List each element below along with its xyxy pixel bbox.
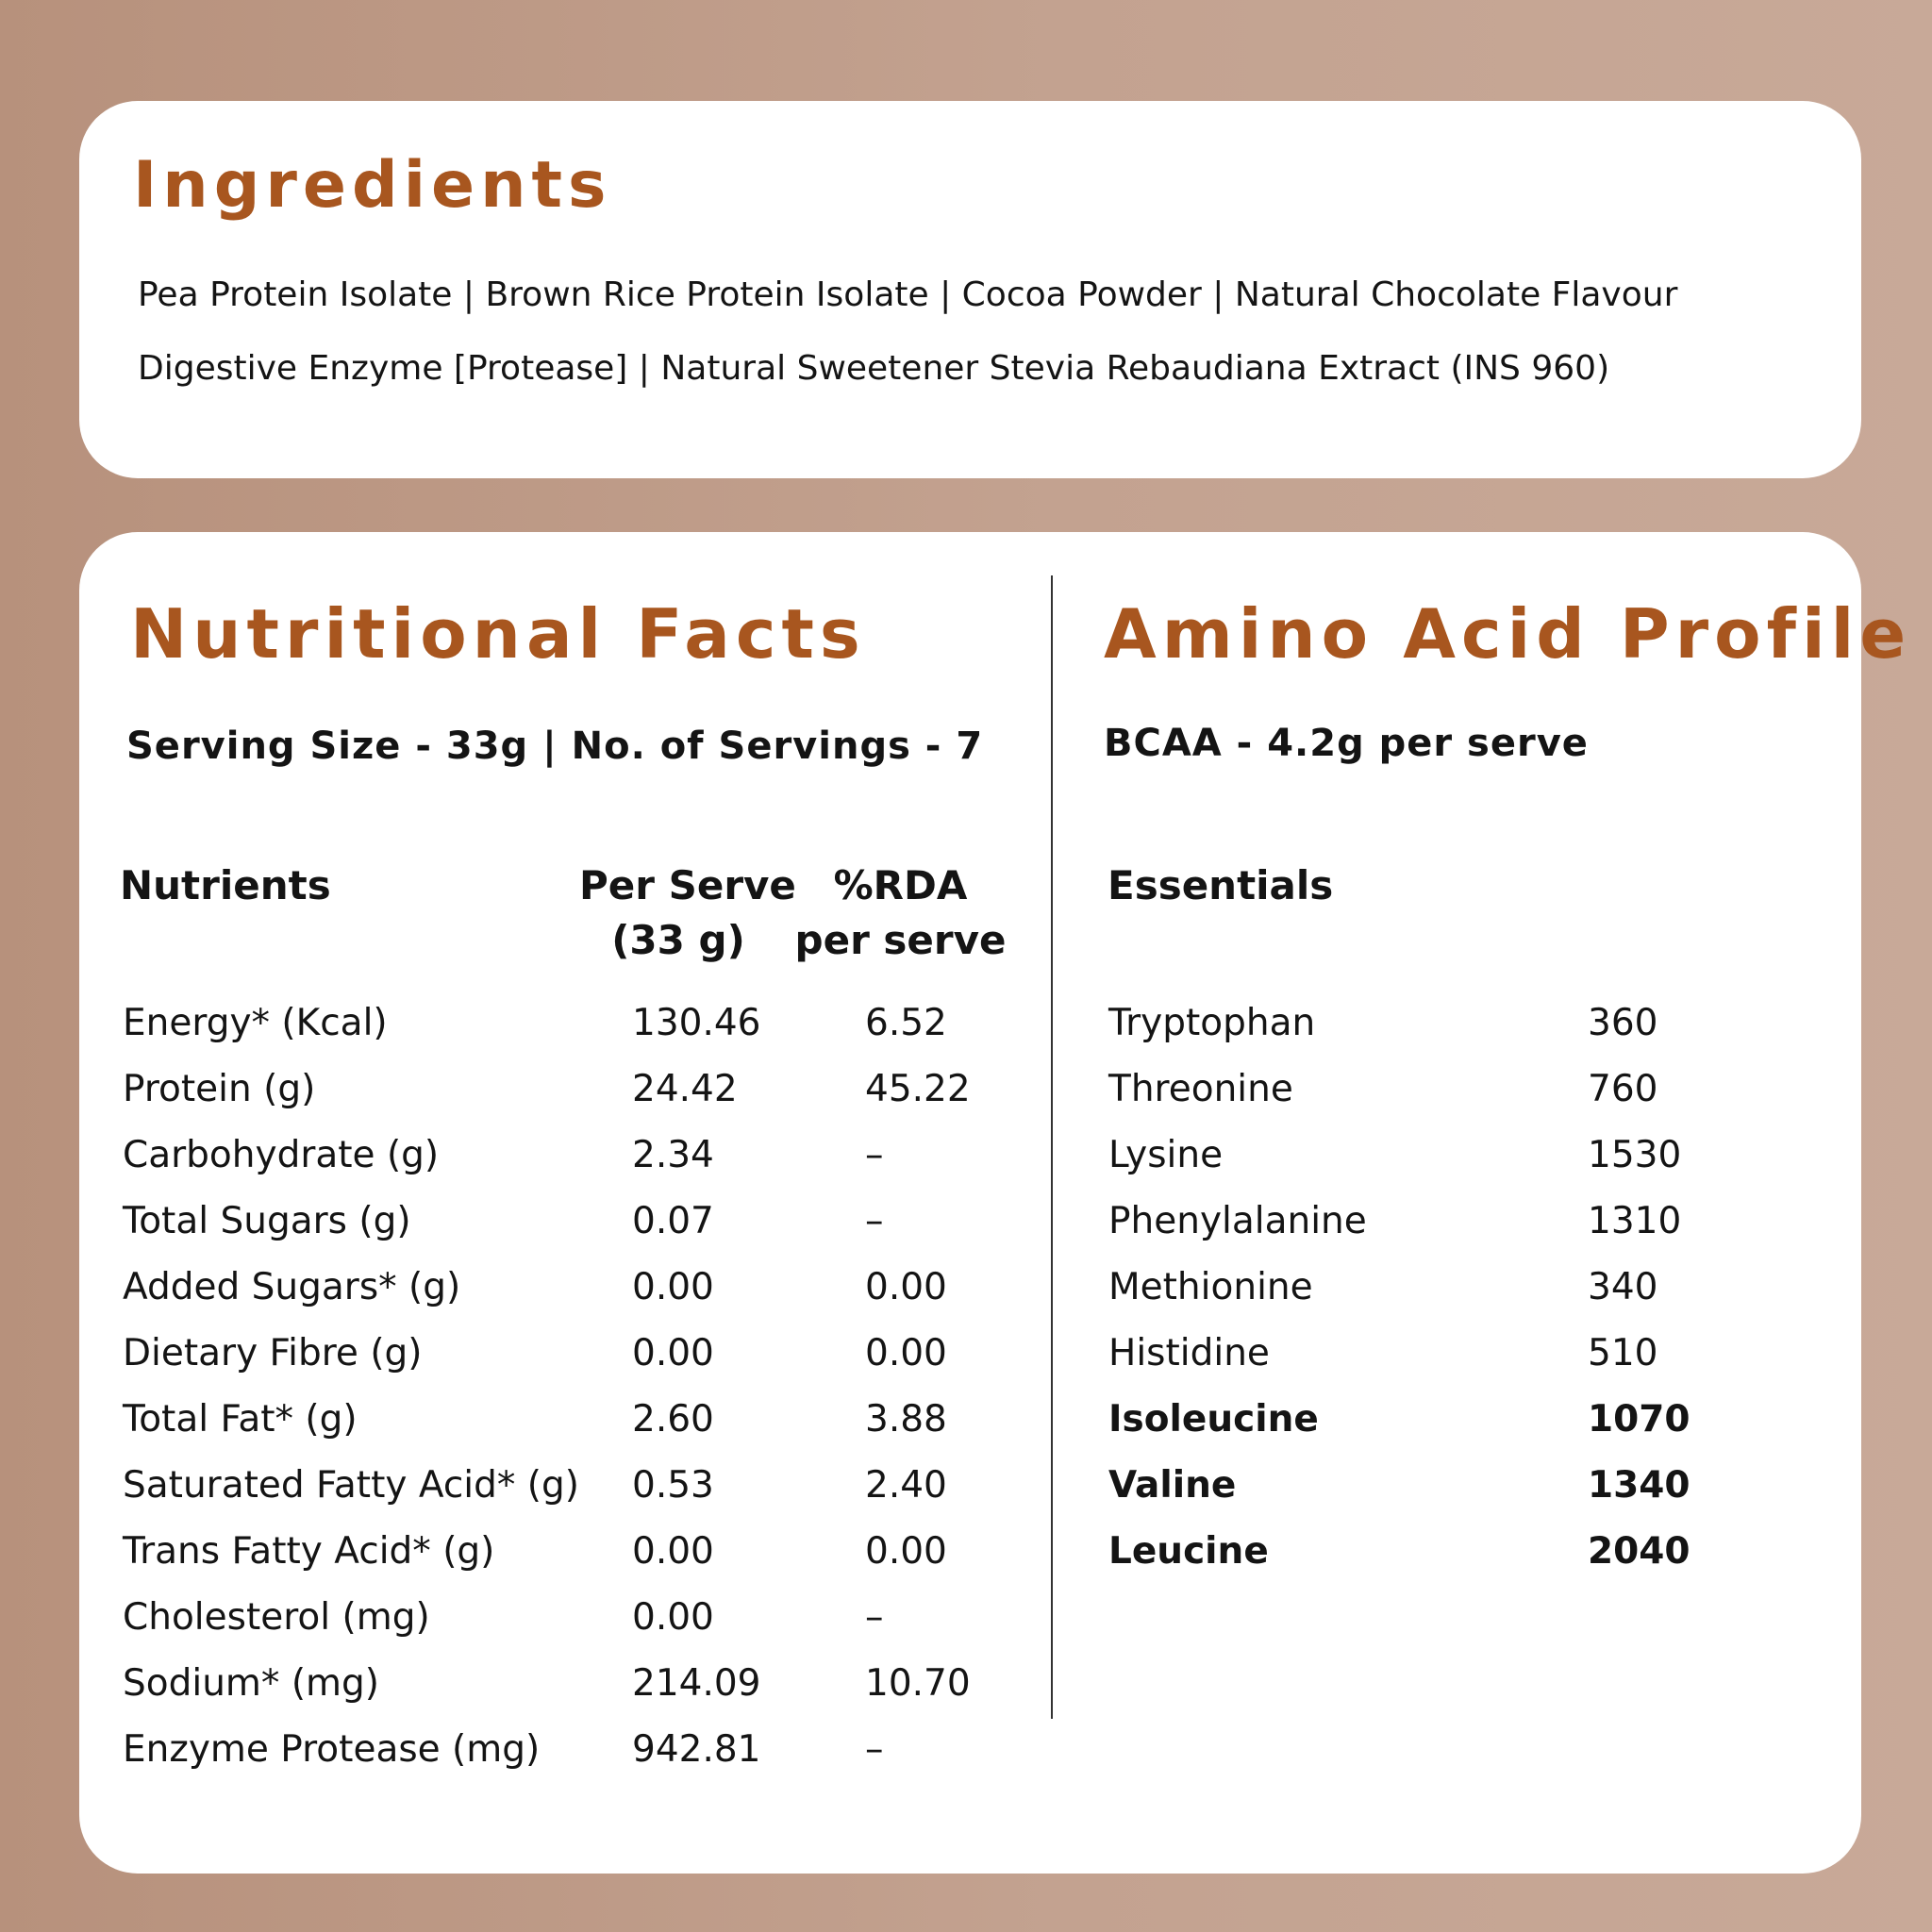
rda-value: – bbox=[865, 1728, 884, 1771]
per-serve-value: 0.00 bbox=[632, 1530, 714, 1573]
serving-size-line: Serving Size - 33g | No. of Servings - 7 bbox=[126, 724, 984, 768]
amino-acid-name: Lysine bbox=[1108, 1134, 1224, 1176]
per-serve-header-line-1: Per Serve bbox=[579, 862, 796, 908]
essentials-column-header: Essentials bbox=[1108, 862, 1334, 908]
amino-acid-name: Methionine bbox=[1108, 1266, 1313, 1308]
nutrient-name: Total Sugars (g) bbox=[123, 1200, 411, 1242]
rda-value: 0.00 bbox=[865, 1530, 947, 1573]
amino-acid-value: 760 bbox=[1588, 1068, 1658, 1110]
ingredients-card bbox=[79, 101, 1861, 478]
amino-acid-value: 340 bbox=[1588, 1266, 1658, 1308]
nutrient-name: Added Sugars* (g) bbox=[123, 1266, 461, 1308]
amino-acid-row bbox=[79, 1530, 1853, 1596]
nutrient-row bbox=[79, 1728, 1041, 1794]
per-serve-column-header bbox=[579, 858, 796, 968]
nutrient-name: Saturated Fatty Acid* (g) bbox=[123, 1464, 579, 1507]
amino-acid-name: Histidine bbox=[1108, 1332, 1270, 1374]
per-serve-value: 214.09 bbox=[632, 1662, 761, 1705]
amino-acid-value: 1340 bbox=[1588, 1464, 1690, 1507]
amino-acid-value: 360 bbox=[1588, 1002, 1658, 1044]
amino-acid-value: 1530 bbox=[1588, 1134, 1682, 1176]
per-serve-value: 2.34 bbox=[632, 1134, 714, 1176]
per-serve-value: 2.60 bbox=[632, 1398, 714, 1441]
per-serve-value: 942.81 bbox=[632, 1728, 761, 1771]
amino-acid-name: Isoleucine bbox=[1108, 1398, 1319, 1441]
amino-acid-name: Phenylalanine bbox=[1108, 1200, 1367, 1242]
rda-value: 0.00 bbox=[865, 1332, 947, 1374]
ingredients-line-2: Digestive Enzyme [Protease] | Natural Sweetener Stevia Rebaudiana Extract (INS 960) bbox=[138, 349, 1610, 388]
facts-card bbox=[79, 532, 1912, 1874]
per-serve-value: 0.53 bbox=[632, 1464, 714, 1507]
rda-value: 6.52 bbox=[865, 1002, 947, 1044]
nutrient-row bbox=[79, 1662, 1041, 1728]
per-serve-value: 0.00 bbox=[632, 1596, 714, 1639]
nutrient-name: Carbohydrate (g) bbox=[123, 1134, 440, 1176]
rda-value: 3.88 bbox=[865, 1398, 947, 1441]
rda-value: 0.00 bbox=[865, 1266, 947, 1308]
amino-acid-row bbox=[79, 1398, 1853, 1464]
nutrient-name: Energy* (Kcal) bbox=[123, 1002, 388, 1044]
rda-value: 2.40 bbox=[865, 1464, 947, 1507]
rda-header-line-2: per serve bbox=[794, 917, 1007, 963]
amino-acid-value: 1070 bbox=[1588, 1398, 1690, 1441]
rda-column-header bbox=[794, 858, 1007, 968]
rda-value: – bbox=[865, 1200, 884, 1242]
nutritional-facts-title: Nutritional Facts bbox=[130, 594, 866, 674]
rda-value: – bbox=[865, 1596, 884, 1639]
nutrient-name: Cholesterol (mg) bbox=[123, 1596, 430, 1639]
nutrient-name: Sodium* (mg) bbox=[123, 1662, 379, 1705]
ingredients-line-1: Pea Protein Isolate | Brown Rice Protein Isolate | Cocoa Powder | Natural Chocolate Flavour bbox=[138, 275, 1678, 314]
amino-acid-row bbox=[79, 1332, 1853, 1398]
per-serve-header-line-2: (33 g) bbox=[611, 917, 745, 963]
amino-acid-name: Threonine bbox=[1108, 1068, 1293, 1110]
nutrient-name: Protein (g) bbox=[123, 1068, 316, 1110]
nutrient-name: Trans Fatty Acid* (g) bbox=[123, 1530, 495, 1573]
amino-acid-value: 510 bbox=[1588, 1332, 1658, 1374]
amino-acid-row bbox=[79, 1464, 1853, 1530]
rda-value: 45.22 bbox=[865, 1068, 971, 1110]
bcaa-line: BCAA - 4.2g per serve bbox=[1104, 722, 1589, 765]
nutrient-name: Enzyme Protease (mg) bbox=[123, 1728, 541, 1771]
rda-value: 10.70 bbox=[865, 1662, 971, 1705]
rda-value: – bbox=[865, 1134, 884, 1176]
nutrient-name: Dietary Fibre (g) bbox=[123, 1332, 423, 1374]
amino-acid-row bbox=[79, 1266, 1853, 1332]
nutrient-row bbox=[79, 1596, 1041, 1662]
amino-acid-row bbox=[79, 1002, 1853, 1068]
nutrients-column-header: Nutrients bbox=[120, 862, 331, 908]
amino-acid-row bbox=[79, 1200, 1853, 1266]
amino-acid-row bbox=[79, 1134, 1853, 1200]
ingredients-title: Ingredients bbox=[133, 148, 612, 223]
per-serve-value: 0.00 bbox=[632, 1266, 714, 1308]
amino-acid-name: Leucine bbox=[1108, 1530, 1269, 1573]
nutrient-name: Total Fat* (g) bbox=[123, 1398, 358, 1441]
amino-acid-profile-title: Amino Acid Profile bbox=[1104, 594, 1912, 674]
amino-acid-name: Tryptophan bbox=[1108, 1002, 1316, 1044]
per-serve-value: 0.07 bbox=[632, 1200, 714, 1242]
rda-header-line-1: %RDA bbox=[833, 862, 968, 908]
per-serve-value: 130.46 bbox=[632, 1002, 761, 1044]
amino-acid-name: Valine bbox=[1108, 1464, 1237, 1507]
amino-acid-value: 2040 bbox=[1588, 1530, 1690, 1573]
per-serve-value: 24.42 bbox=[632, 1068, 738, 1110]
amino-acid-value: 1310 bbox=[1588, 1200, 1682, 1242]
per-serve-value: 0.00 bbox=[632, 1332, 714, 1374]
amino-acid-row bbox=[79, 1068, 1853, 1134]
